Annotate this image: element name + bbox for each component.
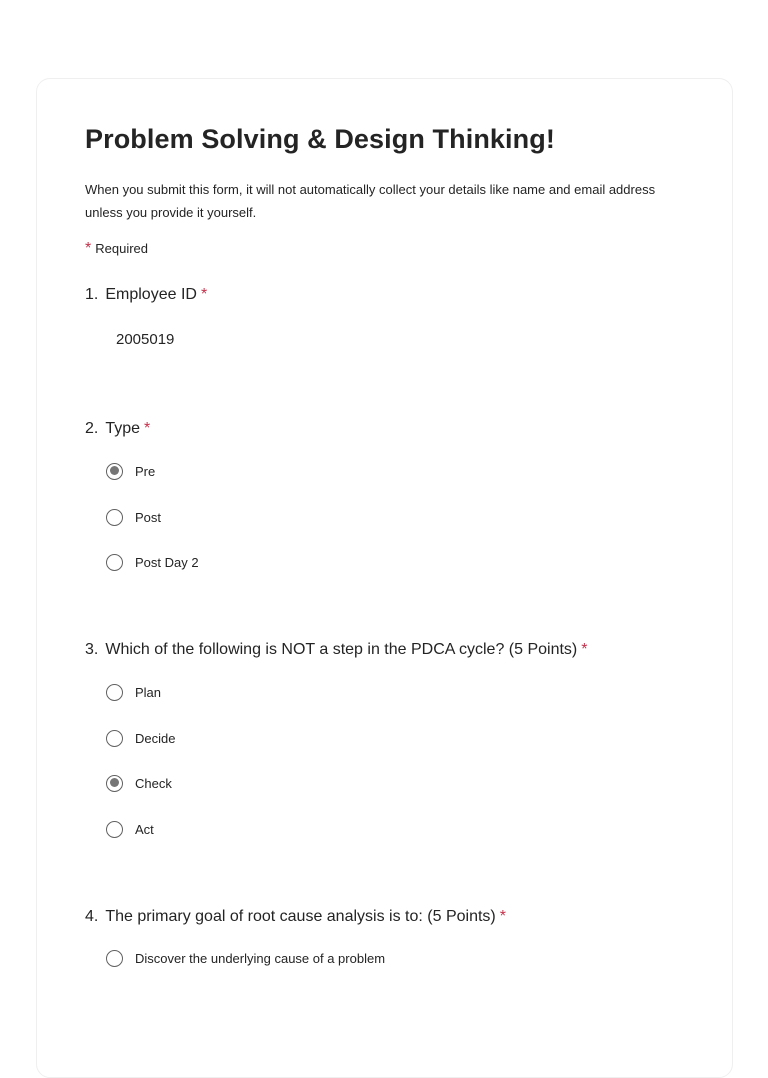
option-label: Check [135,775,172,791]
question-text: Which of the following is NOT a step in the PDCA cycle? (5 Points) [105,641,578,658]
option-act[interactable] [106,819,154,839]
option-post[interactable] [106,507,161,527]
required-note [85,240,148,258]
radio-button[interactable] [106,730,123,747]
required-star: * [499,908,506,925]
question-number: 1. [85,286,99,303]
option-discover-underlying-cause[interactable] [106,948,385,968]
question-3-title [85,641,587,659]
question-2-title [85,420,150,438]
option-plan[interactable] [106,682,161,702]
option-decide[interactable] [106,728,175,748]
required-star: * [581,641,588,658]
form-description: When you submit this form, it will not automatically collect your details like name and email address unless you provide it yourself. [85,182,656,220]
option-post-day-2[interactable] [106,552,199,572]
question-number: 2. [85,420,99,437]
radio-button[interactable] [106,554,123,571]
radio-button[interactable] [106,821,123,838]
option-label: Post Day 2 [135,554,199,570]
required-star: * [144,420,151,437]
question-number: 4. [85,908,99,925]
question-number: 3. [85,641,99,658]
option-label: Pre [135,463,156,479]
question-text: Employee ID [105,286,197,303]
option-label: Discover the underlying cause of a problem [135,950,386,966]
required-star: * [200,286,208,303]
radio-button-checked[interactable] [106,775,123,792]
option-label: Post [135,509,162,525]
required-star: * [85,240,92,257]
question-1-title [85,286,207,304]
option-pre[interactable] [106,461,155,481]
option-check[interactable] [106,773,172,793]
employee-id-answer[interactable]: 2005019 [116,331,175,348]
required-label: Required [95,241,148,256]
form-title: Problem Solving & Design Thinking! [85,124,555,154]
option-label: Act [135,821,154,837]
question-text: Type [105,420,141,437]
radio-button[interactable] [106,509,123,526]
question-text: The primary goal of root cause analysis is to: (5 Points) [105,908,496,925]
option-label: Plan [135,684,162,700]
radio-button[interactable] [106,684,123,701]
form-card [36,78,733,1078]
radio-button[interactable] [106,950,123,967]
question-4-title [85,908,506,926]
radio-button-checked[interactable] [106,463,123,480]
option-label: Decide [135,730,176,746]
